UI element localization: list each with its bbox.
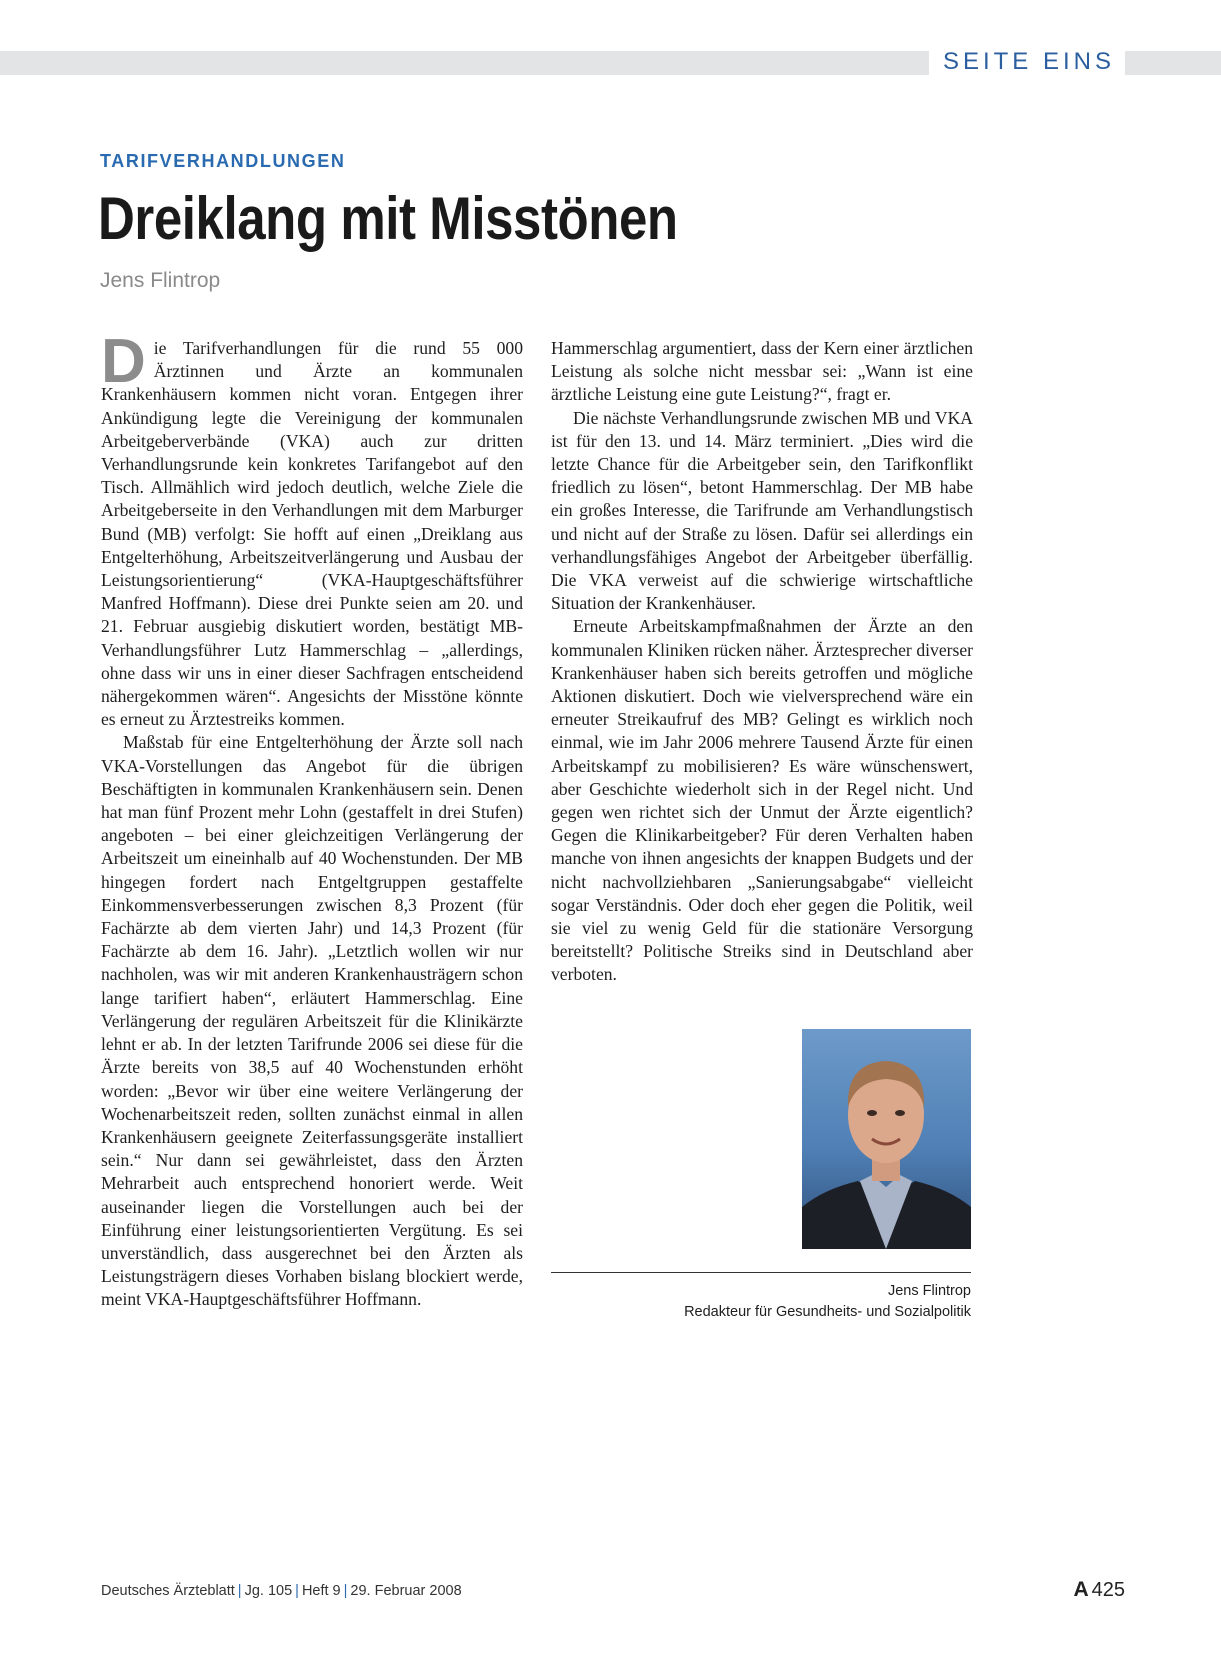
footer-separator: | <box>343 1583 348 1599</box>
article-title: Dreiklang mit Misstönen <box>98 185 678 252</box>
footer-publication: Deutsches Ärzteblatt <box>101 1583 235 1599</box>
article-paragraph: Die nächste Verhandlungsrunde zwischen MB und VKA ist für den 13. und 14. März terminiert. „Dies wird die letzte Chance für die Arbeitgeber sein, den Tarifkonflikt friedlich zu lösen“, betont Hammerschlag. Der MB habe ein großes Interesse, die Tarifrunde am Verhandlungstisch und nicht auf der Straße zu lösen. Dafür sei allerdings ein verhandlungsfähiges Angebot der Arbeitgeber überfällig. Die VKA verweist auf die schwierige wirtschaftliche Situation der Krankenhäuser. <box>551 407 973 614</box>
page-number-value: 425 <box>1091 1579 1125 1601</box>
author-photo <box>802 1029 971 1249</box>
article-paragraph <box>101 327 523 731</box>
article-column-left <box>101 327 523 1312</box>
footer-issue: Heft 9 <box>301 1583 341 1599</box>
footer-date: 29. Februar 2008 <box>350 1583 462 1599</box>
footer-separator: | <box>237 1583 242 1599</box>
article-kicker: TARIFVERHANDLUNGEN <box>100 151 346 171</box>
page-prefix: A <box>1073 1578 1089 1601</box>
footer-publication-info <box>101 1583 462 1599</box>
article-paragraph: Erneute Arbeitskampfmaßnahmen der Ärzte an den kommunalen Kliniken rücken näher. Ärztesprecher diverser Krankenhäuser haben sich bereits getroffen und mögliche Aktionen diskutiert. Doch wie vielversprechend wäre ein erneuter Streikaufruf des MB? Gelingt es wirklich noch einmal, wie im Jahr 2006 mehrere Tausend Ärzte für einen Arbeitskampf zu mobilisieren? Es wäre wünschenswert, aber Geschichte wiederholt sich in der Regel nicht. Und gegen wen richtet sich der Unmut der Ärzte eigentlich? Gegen die Klinikarbeitgeber? Für deren Verhalten haben manche von ihnen angesichts der knappen Budgets und der nicht nachvollziehbaren „Sanierungsabgabe“ vielleicht sogar Verständnis. Oder doch eher gegen die Politik, weil sie viel zu wenig Geld für die stationäre Versorgung bereitstellt? Politische Streiks sind in Deutschland aber verboten. <box>551 616 973 985</box>
caption-rule <box>551 1272 971 1273</box>
photo-caption <box>551 1281 971 1323</box>
paragraph-text: ie Tarifverhandlungen für die rund 55 000 Ärztinnen und Ärzte an kommunalen Krankenhäusern kommen nicht voran. Entgegen ihrer Ankündigung legte die Vereinigung der kommunalen Arbeitgeberverbände (VKA) auch zur dritten Verhandlungsrunde kein konkretes Tarifangebot auf den Tisch. Allmählich wird jedoch deutlich, welche Ziele die Arbeitgeberseite in den Verhandlungen mit dem Marburger Bund (MB) verfolgt: Sie hofft auf einen „Dreiklang aus Entgelterhöhung, Arbeitszeitverlängerung und Ausbau der Leistungsorientierung“ (VKA-Hauptgeschäftsführer Manfred Hoffmann). Diese drei Punkte seien am 20. und 21. Februar ausgiebig diskutiert worden, bestätigt MB-Verhandlungsführer Lutz Hammerschlag – „allerdings, ohne dass wir uns in einer dieser Sachfragen entscheidend nähergekommen wären“. Angesichts der Misstöne könnte es erneut zu Ärztestreiks kommen. <box>101 338 523 730</box>
article-column-right <box>551 337 973 987</box>
article-paragraph: Maßstab für eine Entgelterhöhung der Ärzte soll nach VKA-Vorstellungen das Angebot für die übrigen Beschäftigten in kommunalen Krankenhäusern sein. Denen hat man fünf Prozent mehr Lohn (gestaffelt in drei Stufen) angeboten – bei einer gleichzeitigen Verlängerung der Arbeitszeit um eineinhalb auf 40 Wochenstunden. Der MB hingegen fordert nach Entgeltgruppen gestaffelte Einkommensverbesserungen zwischen 8,3 Prozent (für Fachärzte ab dem vierten Jahr) und 14,3 Prozent (für Fachärzte ab dem 16. Jahr). „Letztlich wollen wir nur nachholen, was wir mit anderen Krankenhausträgern schon lange tarifiert haben“, erläutert Hammerschlag. Eine Verlängerung der regulären Arbeitszeit für die Klinikärzte lehnt er ab. In der letzten Tarifrunde 2006 sei diese für die Ärzte bereits von 38,5 auf 40 Wochenstunden erhöht worden: „Bevor wir über eine weitere Verlängerung der Wochenarbeitszeit reden, sollten zunächst einmal in allen Krankenhäusern geeignete Zeiterfassungsgeräte installiert sein.“ Nur dann sei gewährleistet, dass den Ärzten Mehrarbeit auch entsprechend honoriert werde. Weit auseinander liegen die Vorstellungen auch bei der Einführung einer leistungsorientierten Vergütung. Es sei unverständlich, dass ausgerechnet bei den Ärzten als Leistungsträgern dieses Vorhaben bislang blockiert werde, meint VKA-Hauptgeschäftsführer Hoffmann. <box>101 732 523 1310</box>
caption-role: Redakteur für Gesundheits- und Sozialpolitik <box>684 1304 971 1320</box>
caption-name: Jens Flintrop <box>887 1283 971 1299</box>
section-label: SEITE EINS <box>929 45 1125 79</box>
footer-separator: | <box>295 1583 299 1599</box>
article-author: Jens Flintrop <box>100 269 221 292</box>
footer-volume: Jg. 105 <box>244 1583 293 1599</box>
page-number <box>1073 1578 1125 1602</box>
article-paragraph: Hammerschlag argumentiert, dass der Kern einer ärztlichen Leistung als solche nicht messbar sei: „Wann ist eine ärztliche Leistung eine gute Leistung?“, fragt er. <box>551 338 973 405</box>
drop-cap: D <box>101 327 146 396</box>
